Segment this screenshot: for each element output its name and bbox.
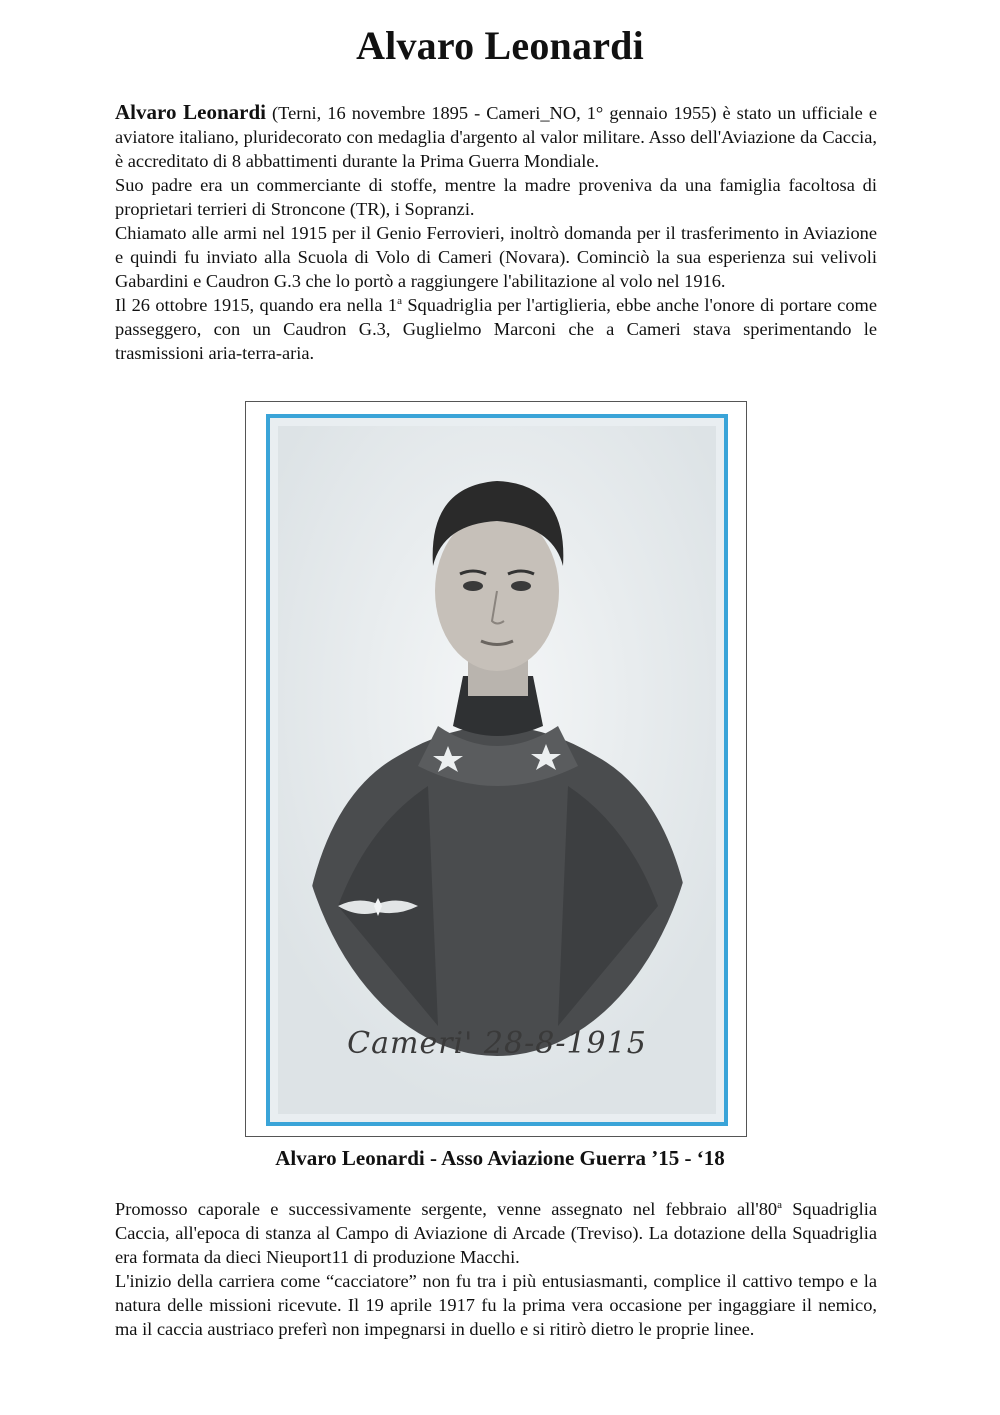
intro-paragraph-4-start: Il 26 ottobre 1915, quando era nella 1 bbox=[115, 295, 398, 315]
subject-name: Alvaro Leonardi bbox=[115, 100, 266, 124]
body-paragraph-1-end: Squadriglia Caccia, all'epoca di stanza al Campo di Aviazione di Arcade (Treviso). La dotazione della Squadriglia era formata da dieci Nieuport11 di produzione Macchi. bbox=[115, 1199, 877, 1267]
photo-caption: Alvaro Leonardi - Asso Aviazione Guerra ’15 - ‘18 bbox=[275, 1146, 725, 1170]
intro-paragraph-1 bbox=[115, 100, 877, 173]
ordinal-superscript: a bbox=[397, 294, 402, 307]
intro-paragraph-3: Chiamato alle armi nel 1915 per il Genio Ferrovieri, inoltrò domanda per il trasferimento in Aviazione e quindi fu inviato alla Scuola di Volo di Cameri (Novara). Cominciò la sua esperienza sui velivoli Gabardini e Caudron G.3 che lo portò a raggiungere l'abilitazione al volo nel 1916. bbox=[115, 223, 877, 291]
body-paragraph-1-start: Promosso caporale e successivamente sergente, venne assegnato nel febbraio all'80 bbox=[115, 1199, 778, 1219]
body-paragraph-2: L'inizio della carriera come “cacciatore” non fu tra i più entusiasmanti, complice il cattivo tempo e la natura delle missioni ricevute. Il 19 aprile 1917 fu la prima vera occasione per ingaggiare il nemico, ma il caccia austriaco preferì non impegnarsi in duello e si ritirò dietro le proprie linee. bbox=[115, 1271, 877, 1339]
portrait-photo bbox=[278, 426, 716, 1114]
photo-inscription: Cameri' 28-8-1915 bbox=[347, 1026, 647, 1061]
body-paragraph-1 bbox=[115, 1197, 877, 1269]
photo-blue-border bbox=[266, 414, 728, 1126]
page-title: Alvaro Leonardi bbox=[356, 23, 644, 68]
intro-paragraph-1-text: (Terni, 16 novembre 1895 - Cameri_NO, 1° gennaio 1955) è stato un ufficiale e aviatore italiano, pluridecorato con medaglia d'argento al valor militare. Asso dell'Aviazione da Caccia, è accreditato di 8 abbattimenti durante la Prima Guerra Mondiale. bbox=[115, 103, 877, 171]
intro-paragraph-4-end: Squadriglia per l'artiglieria, ebbe anche l'onore di portare come passeggero, con un Caudron G.3, Guglielmo Marconi che a Cameri stava sperimentando le trasmissioni aria-terra-aria. bbox=[115, 295, 877, 363]
intro-paragraph-2: Suo padre era un commerciante di stoffe, mentre la madre proveniva da una famiglia facoltosa di proprietari terrieri di Stroncone (TR), i Sopranzi. bbox=[115, 175, 877, 219]
body-section bbox=[115, 1197, 877, 1341]
intro-section bbox=[115, 100, 877, 365]
intro-paragraph-4 bbox=[115, 293, 877, 365]
photo-frame bbox=[245, 401, 747, 1137]
portrait-illustration bbox=[278, 426, 716, 1114]
ordinal-superscript: a bbox=[777, 1198, 782, 1211]
